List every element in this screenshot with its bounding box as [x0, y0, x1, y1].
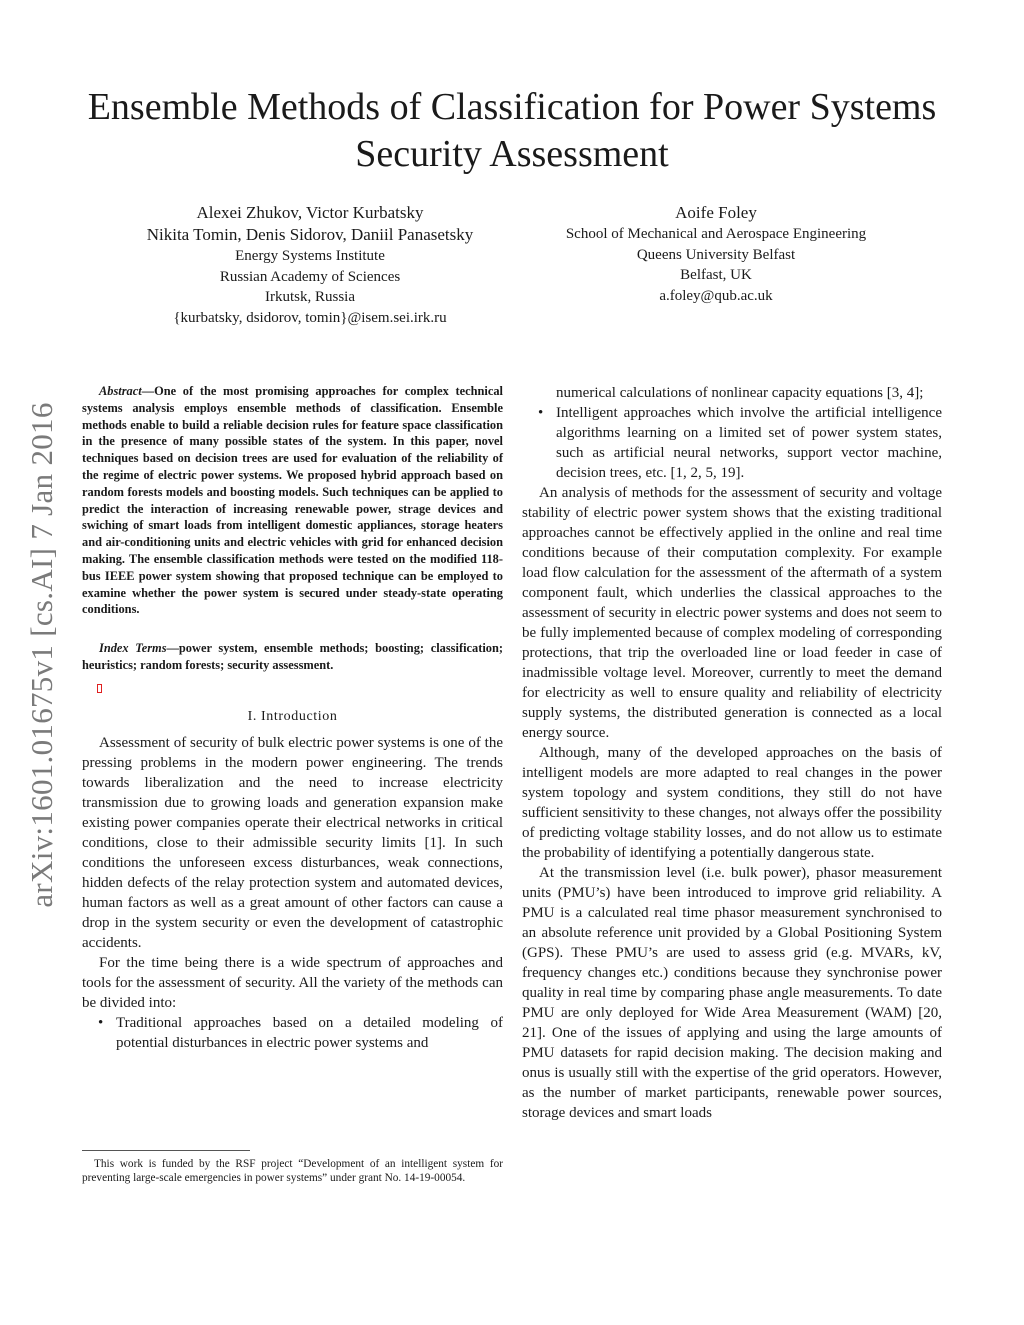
- annotation-marker: [97, 684, 102, 693]
- paper-title: Ensemble Methods of Classification for Power Systems Security Assessment: [87, 86, 937, 175]
- abstract-label: Abstract: [99, 384, 142, 398]
- index-terms-text: —power system, ensemble methods; boosting; classification; heuristics; random forests; security assessment.: [82, 641, 503, 672]
- body-paragraph: Assessment of security of bulk electric power systems is one of the pressing problems in the modern power engineering. The trends towards liberalization and the need to increase electricity transmission due to growing loads and generation expansion make existing power companies operate their electrical networks in critical conditions, close to their admissible security limits [1]. In such conditions the unforeseen excess disturbances, weak connections, hidden defects of the relay protection system and automated devices, human factors as well as a great amount of other factors can cause a drop in the system security or even the development of catastrophic accidents.: [82, 734, 503, 951]
- footnote-divider: [82, 1150, 250, 1151]
- index-terms-label: Index Terms: [99, 641, 167, 656]
- abstract: [82, 383, 503, 618]
- footnote: This work is funded by the RSF project “Development of an intelligent system for preventing large-scale emergencies in power systems” under grant No. 14-19-00054.: [82, 1158, 503, 1185]
- author-block-left: [115, 202, 505, 328]
- body-paragraph: Although, many of the developed approaches on the basis of intelligent models are more adapted to real changes in the power system topology and system conditions, they still do not have sufficient sensitivity to these changes, not always offer the possibility of predicting voltage stability losses, and do not allow us to estimate the probability of identifying a potentially dangerous state.: [522, 745, 942, 861]
- bullet-item-continuation: [522, 383, 942, 403]
- bullet-item: [82, 1013, 503, 1053]
- author-names: Alexei Zhukov, Victor Kurbatsky: [196, 203, 424, 222]
- author-block-right: [520, 202, 912, 306]
- index-terms: [82, 640, 503, 674]
- bullet-text: Intelligent approaches which involve the artificial intelligence algorithms learning on a limited set of power system states, such as artificial neural networks, support vector machine, decision trees, etc. [1, 2, 5, 19].: [556, 405, 942, 481]
- author-affiliation: Irkutsk, Russia: [265, 289, 355, 305]
- body-paragraph: At the transmission level (i.e. bulk power), phasor measurement units (PMU’s) have been introduced to improve grid reliability. A PMU is a calculated real time phasor measurement synchronised to an absolute reference unit provided by a Global Positioning System (GPS). These PMU’s are used to assess grid (e.g. MVARs, kV, frequency changes etc.) conditions because they synchronise power quality in real time by comparing phase angle measurements. To date PMU are only deployed for Wide Area Measurement (WAM) [20, 21]. One of the issues of applying and using the large amounts of PMU datasets for rapid decision making. The decision making and onus is usually still with the expertise of the grid operators. However, as the number of market participants, renewable power sources, storage devices and smart loads: [522, 865, 942, 1121]
- bullet-list: [522, 383, 942, 483]
- author-affiliation: Energy Systems Institute: [235, 248, 385, 264]
- bullet-text: numerical calculations of nonlinear capacity equations [3, 4];: [556, 385, 924, 401]
- section-heading: I. Introduction: [247, 708, 338, 724]
- body-paragraph: For the time being there is a wide spectrum of approaches and tools for the assessment of security. All the variety of the methods can be divided into:: [82, 954, 503, 1011]
- bullet-item: [522, 403, 942, 483]
- author-affiliation: Russian Academy of Sciences: [219, 268, 401, 285]
- arxiv-identifier-stamp: arXiv:1601.01675v1 [cs.AI] 7 Jan 2016: [24, 402, 59, 908]
- bullet-text: Traditional approaches based on a detailed modeling of potential disturbances in electric power systems and: [116, 1014, 503, 1051]
- bullet-glyph: •: [98, 1014, 104, 1031]
- author-affiliation: School of Mechanical and Aerospace Engineering: [565, 226, 867, 242]
- bullet-glyph: •: [538, 405, 544, 421]
- body-paragraph: An analysis of methods for the assessment of security and voltage stability of electric power system shows that the existing traditional approaches cannot be effectively applied in the online and real time conditions because of their computation complexity. For example load flow calculation for the assessment of the aftermath of a system component fault, which underlies the classical approaches to the assessment of security in electric power systems and does not seem to be fully implemented because of complex modeling of corresponding protections, that trip the overloaded line or load feeder in case of inadmissible voltage level. Moreover, currently to meet the demand for electricity as well to ensure quality and reliability of electricity supply systems, the distributed generation is connected as a local energy source.: [522, 485, 942, 741]
- author-email: {kurbatsky, dsidorov, tomin}@isem.sei.irk.ru: [173, 309, 447, 326]
- left-column: [82, 383, 503, 1053]
- right-column: [522, 383, 942, 1123]
- bullet-list: [82, 1013, 503, 1053]
- author-affiliation: Queens University Belfast: [636, 246, 796, 263]
- abstract-text: —One of the most promising approaches for complex technical systems analysis employs ensemble methods of classification. Ensemble methods enable to build a reliable decision rules for feature space classification in the presence of many possible states of the system. In this paper, novel techniques based on decision trees are used for evaluation of the reliability of the regime of electric power systems. We proposed hybrid approach based on random forests models and boosting models. Such techniques can be applied to predict the interaction of increasing renewable power, strage devices and swiching of smart loads from intelligent domestic appliances, storage heaters and air-conditioning units and electric vehicles with grid for enhanced decision making. The ensemble classification methods were tested on the modified 118-bus IEEE power system showing that proposed technique can be employed to examine whether the power system is secured under steady-state operating conditions.: [82, 384, 503, 617]
- author-affiliation: Belfast, UK: [680, 267, 752, 283]
- author-names: Nikita Tomin, Denis Sidorov, Daniil Panasetsky: [146, 225, 474, 244]
- author-email: a.foley@qub.ac.uk: [659, 287, 773, 304]
- author-names: Aoife Foley: [675, 203, 757, 222]
